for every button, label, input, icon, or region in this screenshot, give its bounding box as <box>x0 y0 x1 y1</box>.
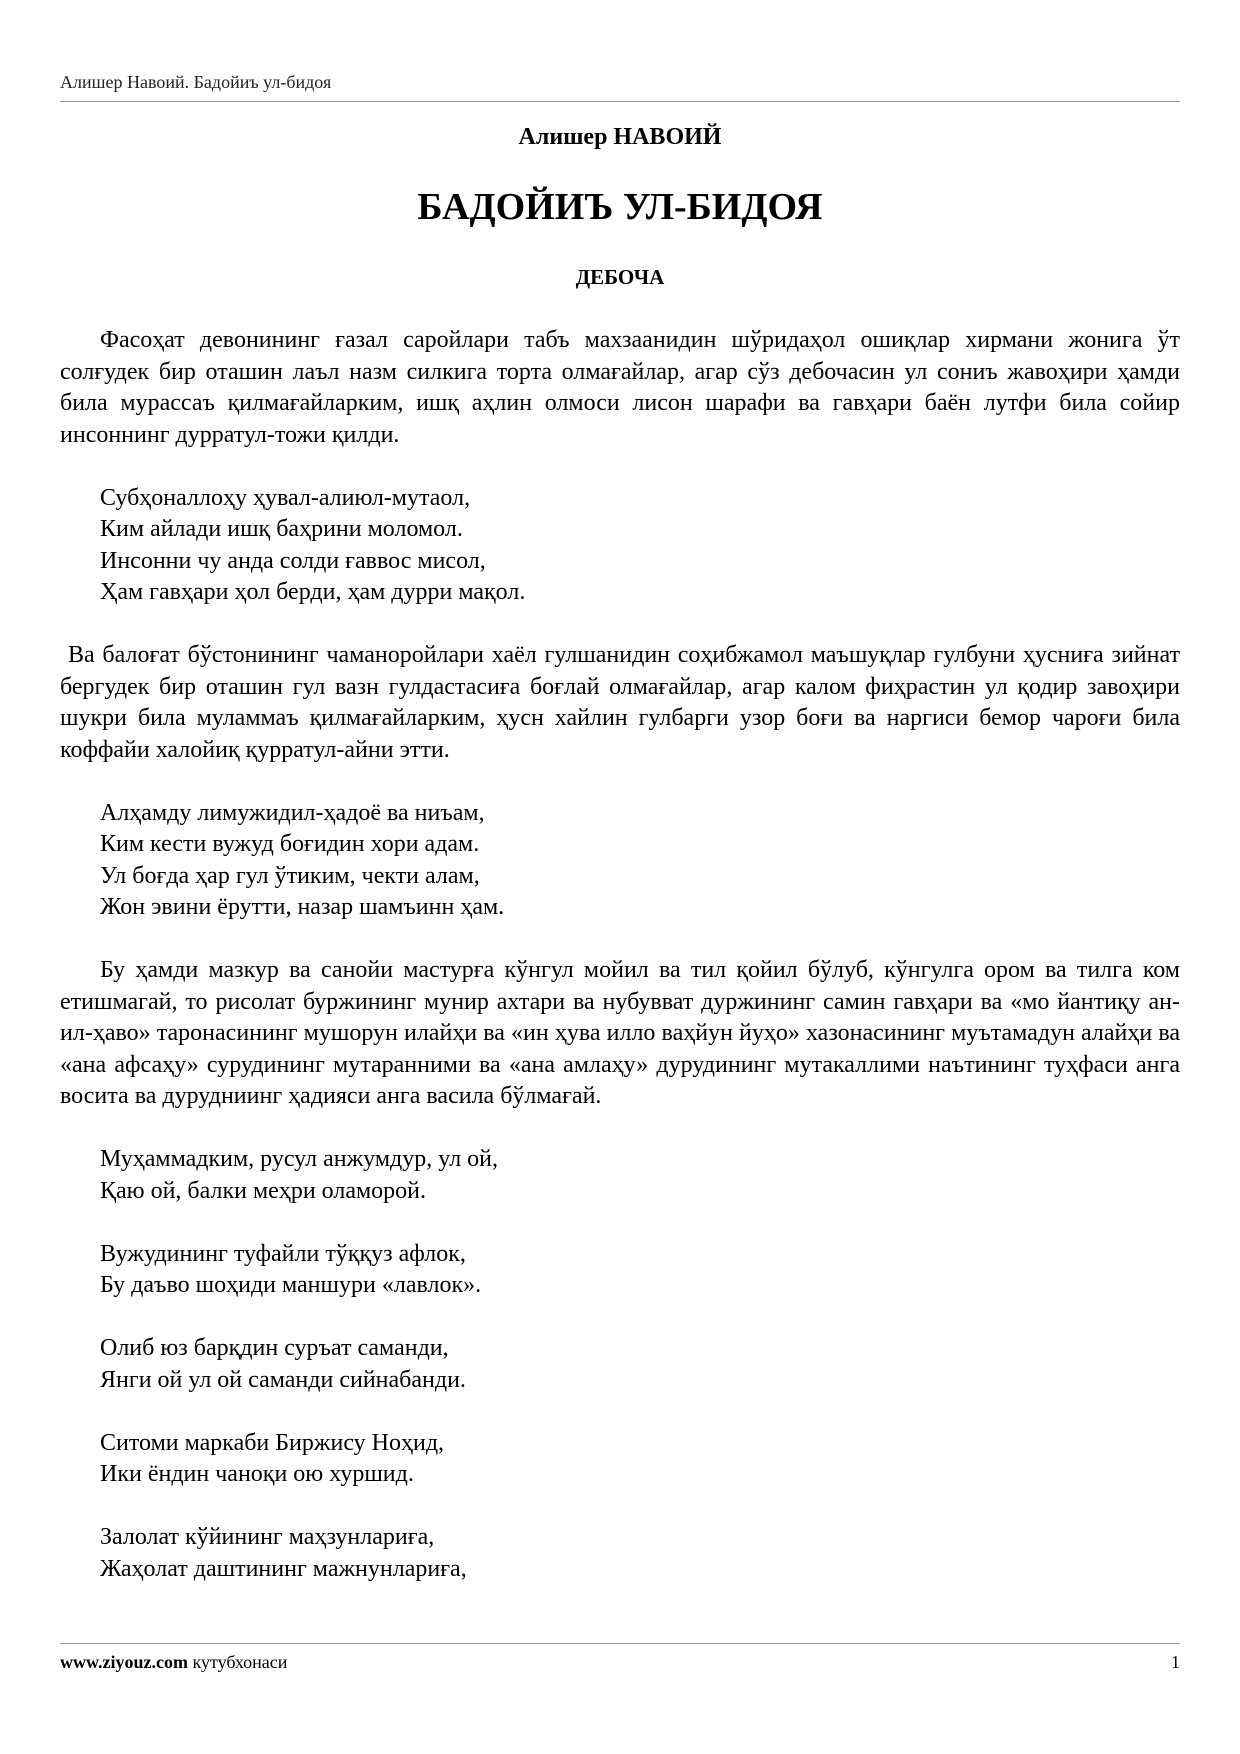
footer-divider <box>60 1643 1180 1644</box>
running-header: Алишер Навоий. Бадойиъ ул-бидоя <box>60 72 332 92</box>
document-title: БАДОЙИЪ УЛ-БИДОЯ <box>417 186 823 228</box>
verse-line: Залолат кўйининг маҳзунлариға, <box>100 1524 435 1550</box>
verse-line: Инсонни чу анда солди ғаввос мисол, <box>100 547 486 574</box>
verse-line: Янги ой ул ой саманди сийнабанди. <box>100 1366 466 1393</box>
paragraph-2: Ва балоғат бўстонининг чаманоройлари хаёл гулшанидин соҳибжамол маъшуқлар гулбуни ҳусниға зийнат бергудек бир оташин гул вазн гулдастасиға боғлай олмағайлар, агар калом фиҳрастин ул қодир завоҳири шукри била муламмаъ қилмағайларким, ҳусн хайлин гулбарги узор боғи ва наргиси бемор чароғи била коффайи халойиқ қурратул-айни этти. <box>60 642 1180 763</box>
verse-line: Ул боғда ҳар гул ўтиким, чекти алам, <box>100 862 480 889</box>
verse-line: Вужудининг туфайли тўққуз афлок, <box>100 1240 466 1267</box>
verse-line: Ики ёндин чаноқи ою хуршид. <box>100 1461 414 1487</box>
stanza-2 <box>100 798 1180 924</box>
verse-line: Бу даъво шоҳиди маншури «лавлок». <box>100 1272 482 1298</box>
page-number: 1 <box>1171 1652 1180 1672</box>
verse-line: Ҳам гавҳари ҳол берди, ҳам дурри мақол. <box>100 579 526 605</box>
verse-line: Муҳаммадким, русул анжумдур, ул ой, <box>100 1146 499 1172</box>
section-title: ДЕБОЧА <box>575 265 665 289</box>
stanza-3 <box>100 1144 1180 1207</box>
stanza-4 <box>100 1239 1180 1302</box>
verse-line: Ким айлади ишқ баҳрини моломол. <box>100 516 463 542</box>
verse-line: Жаҳолат даштининг мажнунлариға, <box>100 1555 467 1582</box>
verse-line: Ситоми маркаби Биржису Ноҳид, <box>100 1429 445 1456</box>
paragraph-3: Бу ҳамди мазкур ва санойи мастурға кўнгул мойил ва тил қойил бўлуб, кўнгулга ором ва тилга ком етишмагай, то рисолат буржининг мунир ахтари ва нубувват дуржининг самин гавҳари ва «мо йантиқу ан-ил-ҳаво» таронасининг мушорун илайҳи ва «ин ҳува илло ваҳйун йуҳо» хазонасининг муътамадун алайҳи ва «ана афсаҳу» сурудининг мутаранними ва «ана амлаҳу» дурудининг мутакаллими наътининг туҳфаси анга восита ва дурудниинг ҳадияси анга васила бўлмағай. <box>60 957 1180 1109</box>
stanza-1 <box>100 483 1180 609</box>
verse-line: Олиб юз барқдин суръат саманди, <box>100 1335 449 1361</box>
verse-line: Алҳамду лимужидил-ҳадоё ва ниъам, <box>100 799 485 826</box>
footer-label: кутубхонаси <box>187 1652 288 1672</box>
verse-line: Жон эвини ёрутти, назар шамъинн ҳам. <box>100 894 505 920</box>
paragraph-1: Фасоҳат девонининг ғазал саройлари табъ махзаанидин шўридаҳол ошиқлар хирмани жонига ўт солғудек бир оташин лаъл назм силкига торта олмағайлар, агар сўз дебочасин ул сониъ жавоҳири ҳамди била мурассаъ қилмағайларким, ишқ аҳлин олмоси лисон шарафи ва гавҳари баён лутфи била сойир инсоннинг дурратул-тожи қилди. <box>60 327 1180 448</box>
document-body <box>60 325 1180 1617</box>
header-divider <box>60 101 1180 102</box>
verse-line: Субҳоналлоҳу ҳувал-алиюл-мутаол, <box>100 484 471 511</box>
document-page <box>60 0 1180 1754</box>
footer-site-link[interactable]: www.ziyouz.com <box>60 1652 188 1672</box>
footer-credit <box>60 1652 287 1673</box>
verse-line: Қаю ой, балки меҳри оламорой. <box>100 1177 427 1204</box>
verse-line: Ким кести вужуд боғидин хори адам. <box>100 831 480 857</box>
stanza-5 <box>100 1333 1180 1396</box>
stanza-7 <box>100 1522 1180 1585</box>
stanza-6 <box>100 1428 1180 1491</box>
author-name: Алишер НАВОИЙ <box>518 124 722 150</box>
